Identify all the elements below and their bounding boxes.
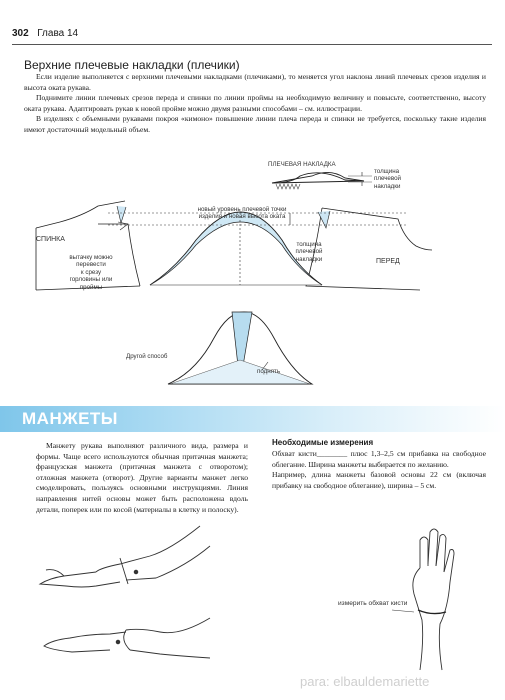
pad-thickness-label	[374, 168, 401, 190]
label-line: толщина	[296, 241, 322, 248]
hand-pointer-line	[392, 610, 414, 612]
paragraph: Если изделие выполняется с верхними плечевыми накладками (плечиками), то меняется угол наклона линий плечевых срезов изделия и высота оката рукава.	[24, 72, 486, 92]
label-line: плечевой	[374, 175, 401, 183]
paragraph: Например, длина манжеты базовой основы 22 см (включая прибавку на свободное облегание), ширина – 5 см.	[272, 470, 486, 490]
sleeve-cuff-sketch-lower	[44, 618, 210, 658]
label-line: новый уровень плечевой точки	[197, 206, 287, 213]
dart-note	[56, 254, 126, 291]
label-line: плечевой	[295, 248, 323, 256]
section-title-shoulder-pads: Верхние плечевые накладки (плечики)	[24, 58, 240, 72]
front-label: ПЕРЕД	[376, 258, 400, 265]
label-line: изделия и новая высота оката	[198, 213, 286, 221]
other-method-label: Другой способ	[126, 353, 168, 360]
label-line: вытачку можно	[69, 254, 113, 261]
measurements-title: Необходимые измерения	[272, 438, 374, 447]
chapter-title: Глава 14	[37, 28, 79, 39]
sleeve-upper	[108, 212, 408, 285]
paragraph: Поднимите линии плечевых срезов переда и спинки по линии проймы на необходимую величину и повысьте, соответственно, высоту оката рукава. Адаптировать рукав к новой пройме можно двумя разными способами – см. иллюстрации.	[24, 93, 486, 113]
hand-measure-label: измерить обхват кисти	[338, 600, 408, 607]
new-level-label	[172, 206, 312, 221]
page-number: 302	[12, 28, 29, 39]
cuff-illustrations	[0, 520, 505, 700]
measurements-text	[272, 449, 486, 491]
sleeve-lower	[168, 312, 312, 384]
raise-label: поднять	[257, 368, 281, 375]
paragraph: Манжету рукава выполняют различного вида, размера и формы. Чаще всего используются обычная притачная манжета; французская манжета (притачная манжета с отворотом); отложная манжета (отворот). Другие варианты манжет легко смоделировать, пользуясь основными инструкциями. Линия направления нитей основы может быть расположена вдоль детали, поперек или по косой (материалы в клетку и полоску).	[36, 441, 248, 514]
watermark: para: elbauldemariette	[300, 674, 430, 689]
label-line: перевести	[76, 261, 106, 269]
label-line: горловины или	[69, 276, 113, 284]
shoulder-pad-title: ПЛЕЧЕВАЯ НАКЛАДКА	[268, 161, 336, 168]
hand-sketch	[413, 529, 454, 670]
paragraph: В изделиях с объемными рукавами покроя «кимоно» повышение линии плеча переда и спинки не требуется, поскольку такие изделия имеют достаточный модельный объем.	[24, 114, 486, 134]
back-label: СПИНКА	[36, 236, 65, 243]
paragraph: Обхват кисти________ плюс 1,3–2,5 см прибавка на свободное облегание. Ширина манжеты выбирается по желанию.	[272, 449, 486, 469]
label-line: накладки	[374, 182, 401, 190]
shoulder-pad-illustration	[272, 172, 372, 189]
cuffs-text	[36, 441, 248, 515]
thickness-label	[286, 241, 332, 263]
sleeve-cuff-sketch-upper	[40, 526, 210, 587]
label-line: проймы	[79, 283, 103, 291]
section-title-cuffs: МАНЖЕТЫ	[22, 409, 118, 428]
label-line: к срезу	[80, 268, 102, 276]
label-line: толщина	[374, 168, 400, 175]
label-line: накладки	[295, 255, 323, 263]
